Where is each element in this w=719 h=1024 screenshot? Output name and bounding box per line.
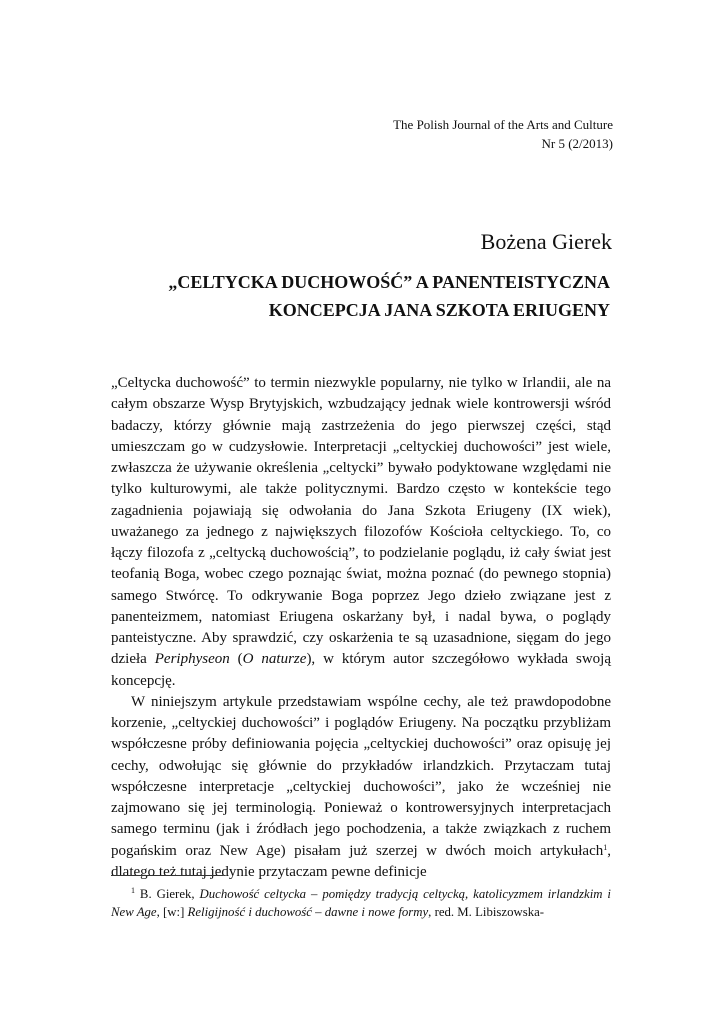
paragraph-1-text: „Celtycka duchowość” to termin niezwykle popularny, nie tylko w Irlandii, ale na całym obszarze Wysp Brytyjskich, wzbudzający jednak wiele kontrowersji wśród badaczy, którzy głównie mają zastrzeżenia do jego pierwszej części, stąd umieszczam go w cudzysłowie. Interpretacji „celtyckiej duchowości” jest wiele, zwłaszcza że używanie określenia „celtycki” bywało podyktowane względami nie tylko kulturowymi, ale także politycznymi. Bardzo często w kontekście tego zagadnienia pojawiają się odwołania do Jana Szkota Eriugeny (IX wiek), uważanego za jednego z największych filozofów Kościoła celtyckiego. To, co łączy filozofa z „celtycką duchowością”, to podzielanie poglądu, iż cały świat jest teofanią Boga, wobec czego poznając świat, można poznać (do pewnego stopnia) samego Stwórcę. To odkrywanie Boga poprzez Jego dzieło związane jest z panenteizmem, natomiast Eriugena oskarżany był, i nadal bywa, o poglądy panteistyczne. Aby sprawdzić, czy oskarżenia te są uzasadnione, sięgam do jego dzieła	[111, 375, 611, 668]
paragraph-1	[111, 373, 611, 692]
footnote-reference[interactable]: 1	[603, 842, 608, 852]
paragraph-2-text: W niniejszym artykule przedstawiam wspólne cechy, ale też prawdopodobne korzenie, „celtyckiej duchowości” i poglądów Eriugeny. Na początku przybliżam współczesne próby definiowania pojęcia „celtyckiej duchowości” oraz opisuję jej cechy, odwołując się głównie do przykładów irlandzkich. Przytaczam tutaj współczesne interpretacje „celtyckiej duchowości”, jako że wcześniej nie zajmowano się jej terminologią. Ponieważ o kontrowersyjnych interpretacjach samego terminu (jak i źródłach jego pochodzenia, a także związkach z ruchem pogańskim oraz New Age) pisałam już szerzej w dwóch moich artykułach	[111, 693, 611, 859]
footnote-text: , [w:]	[156, 905, 188, 919]
footnote-text: , red. M. Libiszowska-	[428, 905, 545, 919]
footnote-1	[111, 885, 611, 921]
article-title	[100, 268, 610, 324]
paragraph-2	[111, 692, 611, 883]
title-line-2: KONCEPCJA JANA SZKOTA ERIUGENY	[268, 300, 610, 320]
paragraph-1-text: ), w którym autor szczegółowo wykłada swoją koncepcję.	[111, 651, 612, 689]
paragraph-2-text: , dlatego też tutaj jedynie przytaczam pewne definicje	[111, 842, 611, 880]
paragraph-1-text: (	[229, 651, 243, 668]
footnote-title: Duchowość celtycka – pomiędzy tradycją celtycką, katolicyzmem irlandzkim i New Age	[111, 887, 611, 919]
journal-name: The Polish Journal of the Arts and Culture	[393, 117, 613, 132]
footnote-marker: 1	[131, 886, 135, 895]
footnote-text: B. Gierek,	[135, 887, 200, 901]
title-line-1: „CELTYCKA DUCHOWOŚĆ” A PANENTEISTYCZNA	[168, 272, 610, 292]
work-title: Periphyseon	[154, 651, 230, 668]
article-body	[111, 373, 611, 883]
footnote-divider	[111, 875, 223, 876]
journal-header	[393, 115, 613, 153]
work-title-translation: O naturze	[242, 651, 307, 668]
footnote-title: Religijność i duchowość – dawne i nowe formy	[187, 905, 429, 919]
journal-issue: Nr 5 (2/2013)	[541, 136, 613, 151]
author-name: Bożena Gierek	[480, 229, 612, 254]
